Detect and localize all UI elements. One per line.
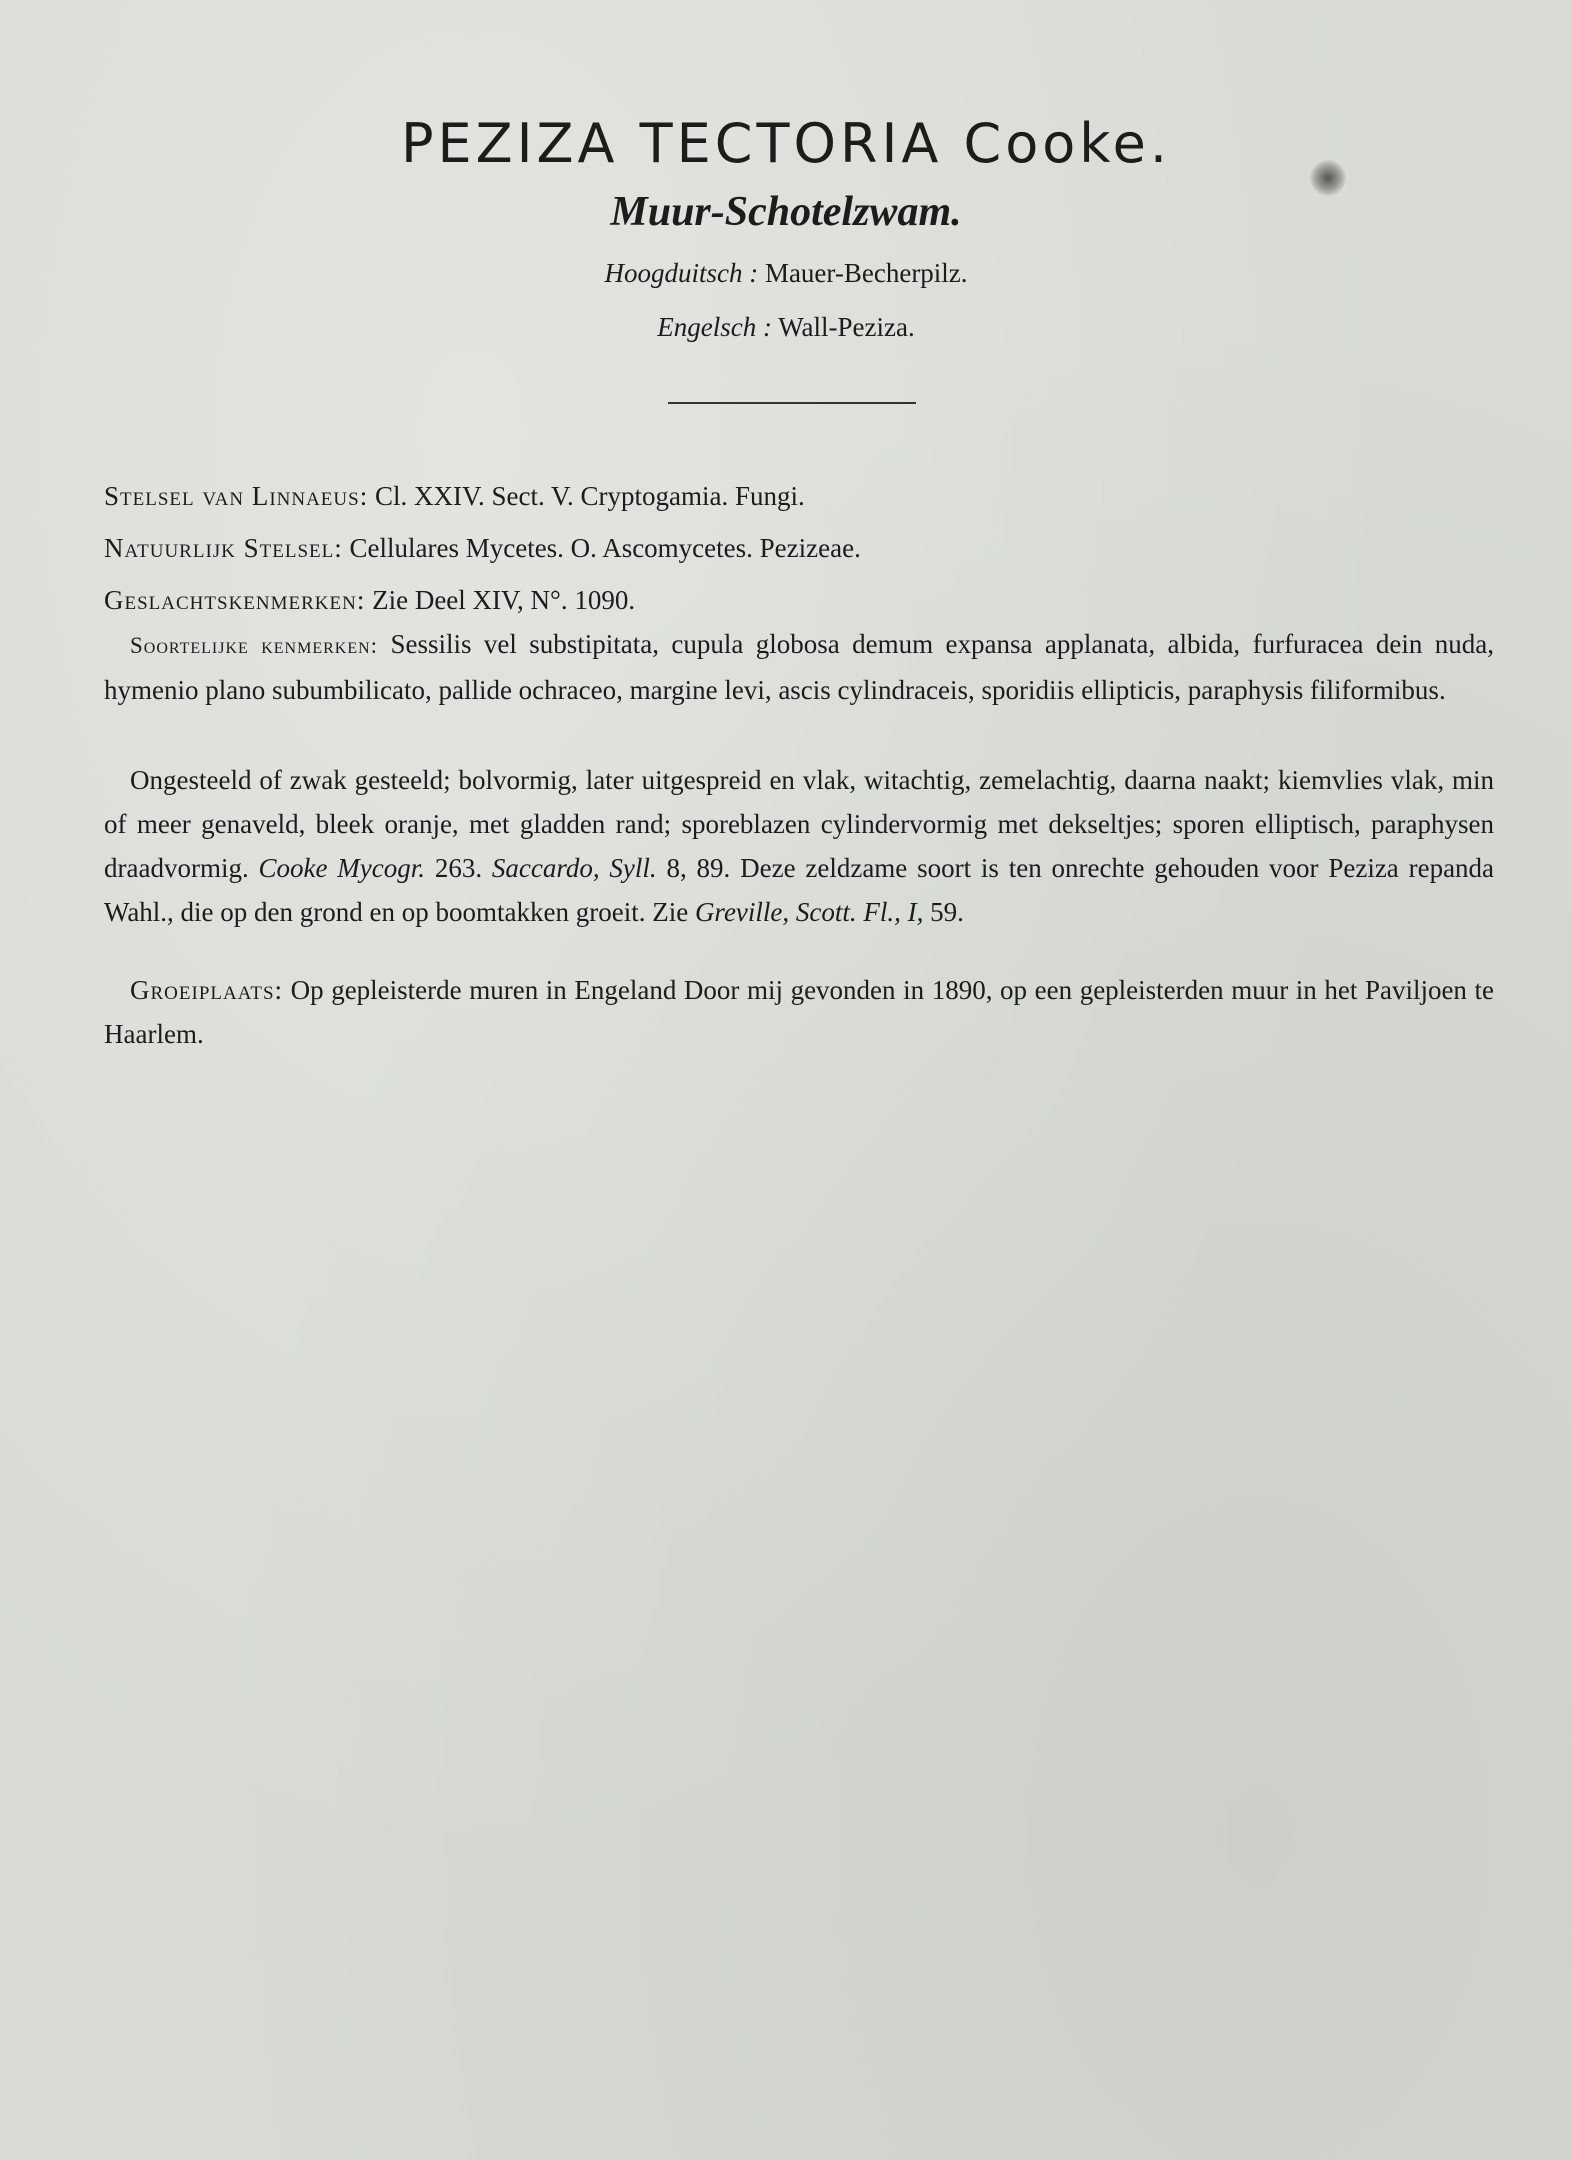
english-label: Engelsch : <box>657 312 772 342</box>
description-text-4: 59. <box>930 897 964 927</box>
habitat-paragraph <box>104 968 1494 1056</box>
linnaeus-paragraph <box>104 474 1494 518</box>
species-characteristics-paragraph <box>104 622 1494 712</box>
dutch-common-name: Muur-Schotelzwam. <box>610 189 962 235</box>
natural-system-label: Natuurlijk Stelsel: <box>104 533 343 563</box>
genus-paragraph <box>104 578 1494 622</box>
german-label: Hoogduitsch : <box>604 258 759 288</box>
natural-system-text: Cellulares Mycetes. O. Ascomycetes. Pezizeae. <box>349 533 861 563</box>
german-name: Mauer-Becherpilz. <box>764 258 968 288</box>
species-text: Sessilis vel substipitata, cupula globosa demum expansa applanata, albida, furfuracea dein nuda, hymenio plano subumbilicato, pallide ochraceo, margine levi, ascis cylindraceis, sporidiis ellipticis, paraphysis filiformibus. <box>104 629 1494 705</box>
description-paragraph <box>104 758 1494 934</box>
description-text-3: 8, 89. Deze zeldzame soort is ten onrechte gehouden voor Peziza repanda Wahl., die op den grond en op boomtakken groeit. Zie <box>104 853 1495 927</box>
english-name-line <box>0 312 1572 343</box>
description-reference-saccardo: Saccardo, Syll. <box>491 853 657 883</box>
german-name-line <box>0 258 1572 289</box>
description-text-2: 263. <box>434 853 483 883</box>
habitat-text: Op gepleisterde muren in Engeland Door mij gevonden in 1890, op een gepleisterden muur in het Paviljoen te Haarlem. <box>104 975 1495 1049</box>
genus-text: Zie Deel XIV, N°. 1090. <box>372 585 636 615</box>
linnaeus-text: Cl. XXIV. Sect. V. Cryptogamia. Fungi. <box>374 481 805 511</box>
habitat-label: Groeiplaats: <box>130 975 284 1005</box>
title-divider <box>668 402 916 404</box>
linnaeus-label: Stelsel van Linnaeus: <box>104 481 369 511</box>
natural-system-paragraph <box>104 526 1494 570</box>
description-text-1: Ongesteeld of zwak gesteeld; bolvormig, later uitgespreid en vlak, witachtig, zemelachtig, daarna naakt; kiemvlies vlak, min of meer genaveld, bleek oranje, met gladden rand; sporeblazen cylindervormig met dekseltjes; sporen elliptisch, paraphysen draadvormig. <box>104 765 1494 883</box>
species-title: PEZIZA TECTORIA Cooke. <box>400 112 1172 175</box>
genus-label: Geslachtskenmerken: <box>104 585 366 615</box>
description-reference-greville: Greville, Scott. Fl., I, <box>694 897 924 927</box>
description-reference-cooke: Cooke Mycogr. <box>258 853 426 883</box>
english-name: Wall-Peziza. <box>778 312 915 342</box>
species-label: Soortelijke kenmerken: <box>130 633 379 658</box>
